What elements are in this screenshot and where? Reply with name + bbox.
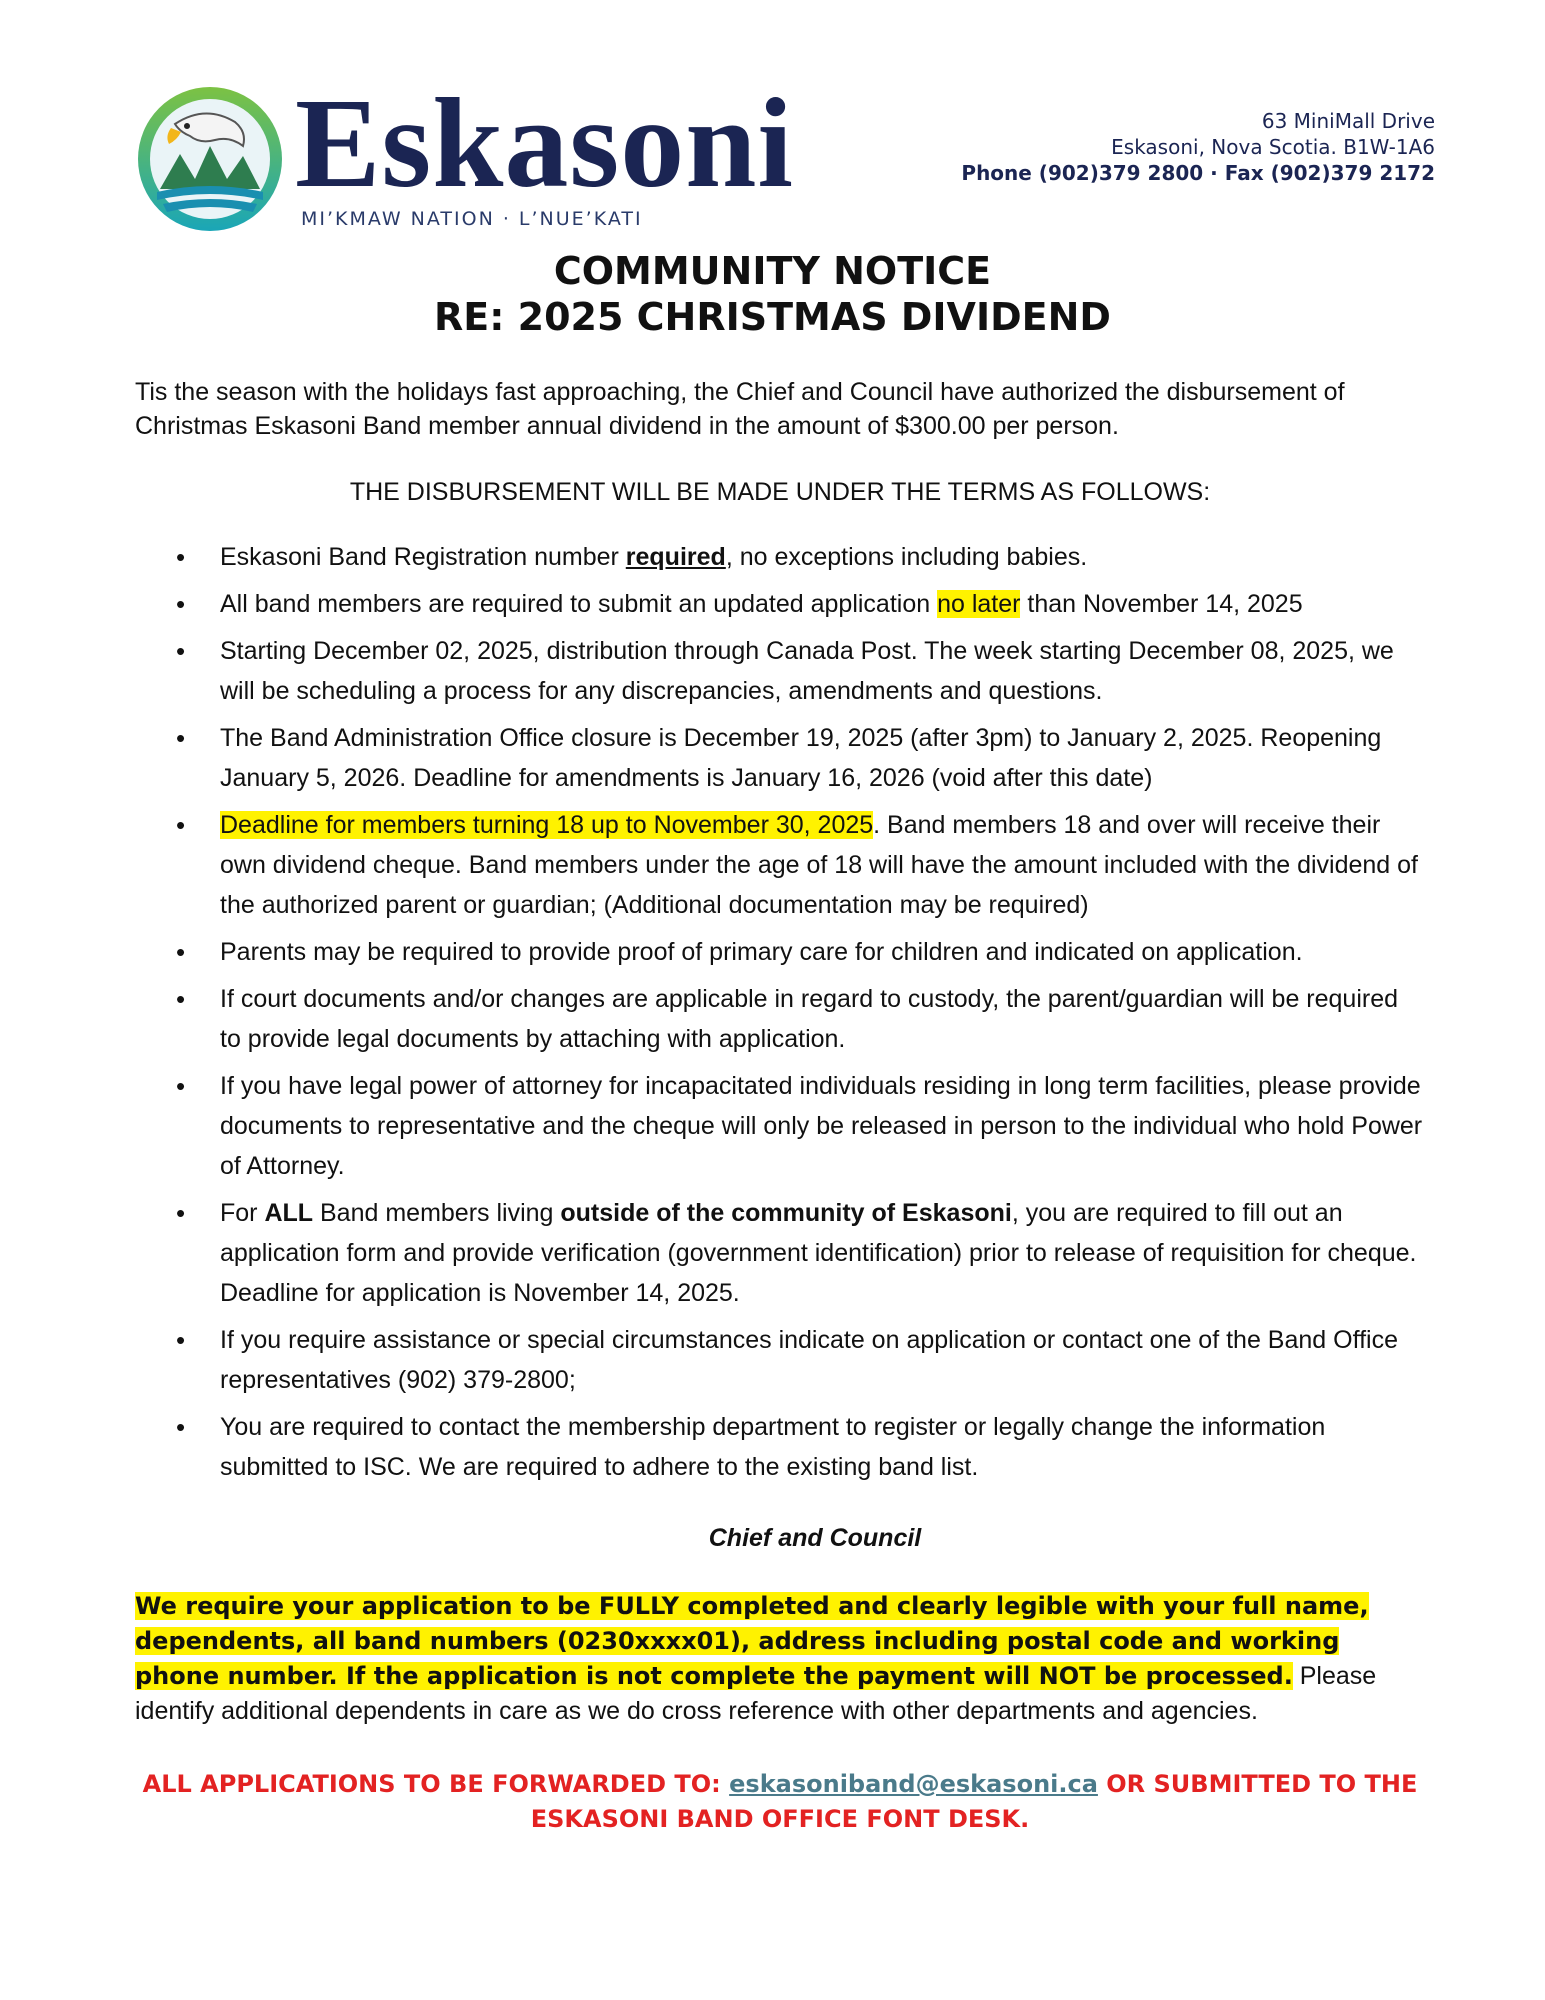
term-emphasis: outside of the community of Eskasoni bbox=[560, 1199, 1012, 1227]
title-line-1: COMMUNITY NOTICE bbox=[553, 249, 992, 293]
email-link[interactable]: eskasoniband@eskasoni.ca bbox=[729, 1770, 1098, 1798]
eagle-logo-icon bbox=[135, 84, 285, 234]
address-line-1: 63 MiniMall Drive bbox=[1261, 109, 1435, 133]
list-item: • You are required to contact the membership department to register or legally change the information submitted to ISC. We are required to adhere to the existing band list. bbox=[220, 1407, 1425, 1487]
list-item: • Starting December 02, 2025, distribution through Canada Post. The week starting December 08, 2025, we will be scheduling a process for any discrepancies, amendments and questions. bbox=[220, 631, 1425, 711]
list-item bbox=[220, 537, 1425, 577]
list-item: • If you require assistance or special circumstances indicate on application or contact one of the Band Office representatives (902) 379-2800; bbox=[220, 1320, 1425, 1400]
terms-list bbox=[135, 537, 1425, 1487]
term-text: Band members living bbox=[313, 1199, 561, 1227]
term-highlight: no later bbox=[937, 590, 1021, 618]
notice-body bbox=[135, 375, 1425, 1837]
list-item bbox=[220, 1193, 1425, 1313]
term-text: , no exceptions including babies. bbox=[725, 543, 1088, 571]
list-item: • If you have legal power of attorney for incapacitated individuals residing in long term facilities, please provide documents to representative and the cheque will only be released in person to the individual who hold Power of Attorney. bbox=[220, 1066, 1425, 1186]
brand-wordmark: Eskasoni bbox=[295, 72, 794, 214]
term-text: than November 14, 2025 bbox=[1020, 590, 1303, 618]
letterhead bbox=[135, 72, 1435, 230]
term-emphasis: required bbox=[625, 543, 726, 571]
submission-instructions bbox=[135, 1767, 1425, 1837]
list-item: • Parents may be required to provide proof of primary care for children and indicated on application. bbox=[220, 932, 1425, 972]
term-emphasis: ALL bbox=[264, 1199, 314, 1227]
footer-text: OR SUBMITTED TO THE ESKASONI BAND OFFICE FONT DESK. bbox=[530, 1770, 1418, 1833]
term-text: , you are required to fill out an application form and provide verification (government identification) prior to release of requisition for cheque. Deadline for application is November 14, 2025. bbox=[220, 1199, 1417, 1307]
term-text: All band members are required to submit an updated application bbox=[220, 590, 938, 618]
list-item bbox=[220, 584, 1425, 624]
term-text: Eskasoni Band Registration number bbox=[220, 543, 626, 571]
requirement-highlight: We require your application to be FULLY completed and clearly legible with your full name, dependents, all band numbers (0230xxxx01), address including postal code and working phone number. If the application is not complete the payment will NOT be processed. bbox=[135, 1592, 1369, 1690]
closing-text: Please identify additional dependents in care as we do cross reference with other departments and agencies. bbox=[135, 1662, 1377, 1725]
term-text: For bbox=[220, 1199, 265, 1227]
title-line-2: RE: 2025 CHRISTMAS DIVIDEND bbox=[434, 295, 1111, 339]
list-item bbox=[220, 805, 1425, 925]
contact-block bbox=[961, 108, 1435, 186]
list-item: • If court documents and/or changes are applicable in regard to custody, the parent/guardian will be required to provide legal documents by attaching with application. bbox=[220, 979, 1425, 1059]
signature: Chief and Council bbox=[708, 1524, 922, 1552]
address-line-2: Eskasoni, Nova Scotia. B1W-1A6 bbox=[1111, 135, 1435, 159]
phone-fax: Phone (902)379 2800 · Fax (902)379 2172 bbox=[961, 161, 1435, 185]
notice-title bbox=[0, 248, 1545, 340]
closing-paragraph bbox=[135, 1589, 1425, 1729]
intro-paragraph: Tis the season with the holidays fast approaching, the Chief and Council have authorized the disbursement of Christmas Eskasoni Band member annual dividend in the amount of $300.00 per person. bbox=[135, 378, 1345, 440]
footer-text: ALL APPLICATIONS TO BE FORWARDED TO: bbox=[142, 1770, 730, 1798]
term-text: . Band members 18 and over will receive their own dividend cheque. Band members under the age of 18 will have the amount included with the dividend of the authorized parent or guardian; (Additional documentation may be required) bbox=[220, 811, 1418, 919]
terms-heading: THE DISBURSEMENT WILL BE MADE UNDER THE TERMS AS FOLLOWS: bbox=[349, 478, 1211, 506]
brand-tagline: MI’KMAW NATION · L’NUE’KATI bbox=[301, 208, 643, 230]
list-item: • The Band Administration Office closure is December 19, 2025 (after 3pm) to January 2, 2025. Reopening January 5, 2026. Deadline for amendments is January 16, 2026 (void after this date) bbox=[220, 718, 1425, 798]
term-highlight: Deadline for members turning 18 up to November 30, 2025 bbox=[220, 811, 874, 839]
